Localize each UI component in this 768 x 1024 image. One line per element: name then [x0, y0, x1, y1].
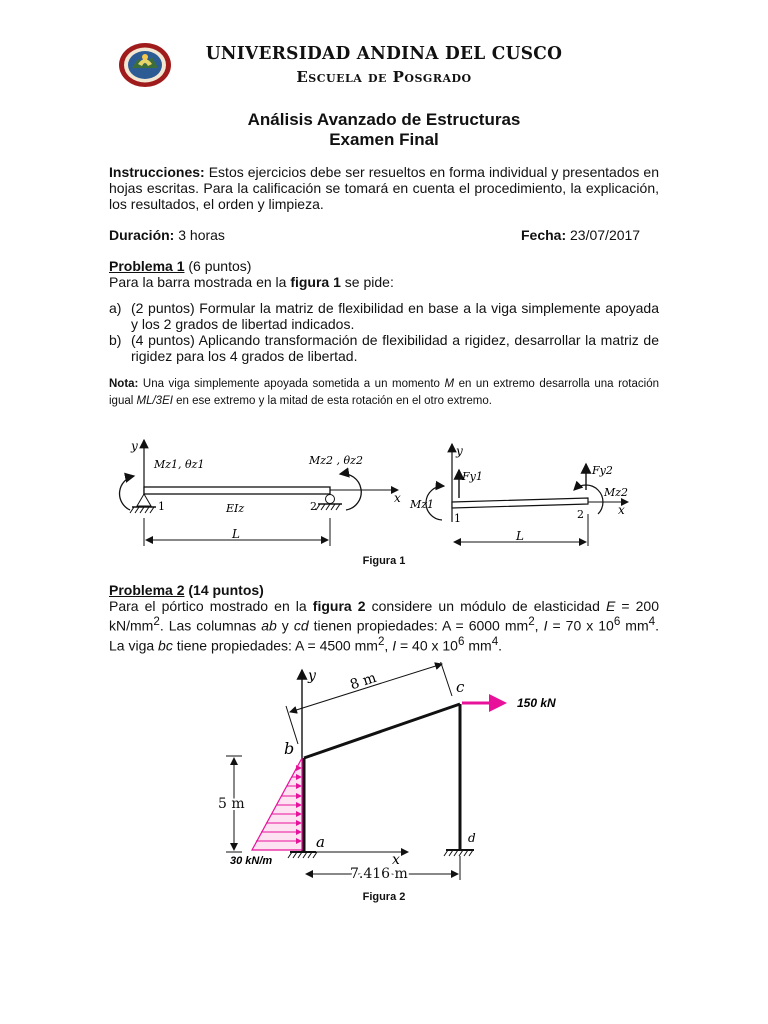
distributed-load-area: [252, 758, 302, 850]
figure-1-caption: Figura 1: [362, 555, 406, 567]
p2-sup: 4: [648, 615, 656, 628]
problem2-points: (14 puntos): [188, 582, 264, 598]
p2-sup: 2: [153, 615, 160, 628]
force-2-label: Fy2: [592, 464, 613, 477]
roller-support: [326, 495, 335, 504]
note-formula: ML/3EI: [136, 395, 173, 407]
item-marker: a): [109, 300, 122, 316]
note-label: Nota:: [109, 378, 139, 390]
moment-4-label: Mz2: [604, 486, 629, 499]
date-value: 23/07/2017: [570, 227, 641, 243]
height-label: 5 m: [218, 796, 245, 812]
node-d-label: d: [468, 831, 476, 845]
point-load-label: 150 kN: [517, 696, 556, 710]
p2-sup: 6: [613, 615, 621, 628]
length-label-2: L: [516, 529, 524, 543]
p2-text: .: [498, 637, 503, 654]
node-c-label: c: [456, 678, 465, 696]
p2-sup: 2: [377, 634, 385, 648]
p2-member-bc: bc: [158, 637, 173, 654]
ground-hatch-1: [130, 507, 154, 513]
note-text: en un extremo desarrolla una rotación igual: [109, 378, 659, 407]
p2-sup: 4: [491, 634, 499, 648]
problem1-points: (6 puntos): [188, 258, 252, 274]
figure-2-caption: Figura 2: [362, 891, 406, 903]
p2-text: Para el pórtico mostrado en la: [109, 598, 313, 614]
beam-2: [452, 498, 588, 508]
moment-3-label: Mz1: [410, 498, 435, 511]
note-text: Una viga simplemente apoyada sometida a un momento: [138, 378, 445, 390]
dim-tick-c: [440, 662, 452, 696]
p2-sup: 2: [528, 615, 535, 628]
y-axis-2-label: y: [456, 444, 463, 458]
p2-text: mm: [620, 617, 649, 634]
span-label: 7.416 m: [350, 866, 408, 882]
problem1-item-a: [109, 300, 659, 332]
p2-text: = 200 kN/mm: [109, 598, 659, 634]
node-1-label: 1: [158, 500, 165, 513]
instructions: [109, 164, 659, 212]
p2-text: ,: [534, 617, 544, 634]
x-axis-label: x: [394, 491, 401, 505]
beam-length-label: 8 m: [348, 669, 379, 694]
problem2-text: [109, 598, 659, 653]
figure-1-diagram: [104, 434, 654, 554]
problem1-title: Problema 1: [109, 258, 185, 274]
ground-hatch-2: [316, 504, 340, 510]
y-axis-label: y: [131, 439, 138, 453]
p2-text: = 40 x 10: [396, 637, 458, 654]
document-title: [0, 110, 768, 150]
problem2: [109, 582, 659, 653]
p2-text: . Las columnas: [159, 617, 262, 634]
p2-text: mm: [464, 637, 492, 654]
beam-bc: [304, 704, 460, 758]
p2-text: tiene propiedades: A = 4500 mm: [172, 637, 378, 654]
problem1-item-b: [109, 332, 659, 364]
duration-value: 3 horas: [178, 227, 225, 243]
length-label: L: [232, 527, 240, 541]
university-name: UNIVERSIDAD ANDINA DEL CUSCO: [205, 43, 563, 65]
p2-symbol-I: I: [392, 637, 397, 654]
p2-figref: figura 2: [312, 598, 366, 614]
problem1-intro-text: Para la barra mostrada en la: [109, 274, 291, 290]
problem2-heading: [109, 582, 659, 598]
date-row: [521, 227, 640, 243]
p2-symbol-I: I: [543, 617, 548, 634]
problem1-heading: [109, 258, 659, 274]
problem2-title: Problema 2: [109, 582, 185, 598]
item-text: (4 puntos) Aplicando transformación de flexibilidad a rigidez, desarrollar la matriz de rigidez para los 4 grados de libertad.: [131, 332, 659, 364]
node-1b-label: 1: [454, 512, 461, 525]
exam-title: Examen Final: [329, 130, 439, 149]
problem1-intro-end: se pide:: [340, 274, 394, 290]
problem1-intro: [109, 274, 659, 290]
duration-label: Duración:: [109, 227, 175, 243]
instructions-label: Instrucciones:: [109, 164, 205, 180]
date-label: Fecha:: [521, 227, 567, 243]
node-2b-label: 2: [577, 508, 584, 521]
p2-sup: 6: [457, 634, 465, 648]
p2-text: considere un módulo de elasticidad: [365, 598, 606, 614]
moment-1-arrow: [120, 476, 134, 510]
note-text: en ese extremo y la mitad de esta rotación en el otro extremo.: [172, 395, 492, 407]
p2-member-cd: cd: [293, 617, 309, 634]
course-title: Análisis Avanzado de Estructuras: [247, 110, 521, 129]
node-2-label: 2: [310, 500, 317, 513]
p2-member-ab: ab: [261, 617, 277, 634]
distributed-load-label: 30 kN/m: [230, 855, 273, 867]
problem1-intro-figref: figura 1: [290, 274, 341, 290]
p2-text: y: [276, 617, 294, 634]
stiffness-label: EIz: [226, 502, 245, 515]
instructions-text: Estos ejercicios debe ser resueltos en forma individual y presentados en hojas escritas. Para la calificación se tomará en cuenta el procedimiento, la explicación, los resultados, el orden y limpieza.: [109, 164, 659, 212]
pin-support: [137, 494, 151, 506]
force-1-label: Fy1: [462, 470, 483, 483]
moment-2-label: Mz2 , θz2: [309, 454, 363, 467]
item-marker: b): [109, 332, 122, 348]
node-a-label: a: [316, 833, 325, 851]
p2-text: tienen propiedades: A = 6000 mm: [308, 617, 529, 634]
problem1-note: [109, 376, 659, 410]
moment-1-label: Mz1, θz1: [154, 458, 205, 471]
p2-symbol-E: E: [605, 598, 616, 614]
p2-text: ,: [384, 637, 393, 654]
x-axis-2-label: x: [618, 503, 625, 517]
node-b-label: b: [284, 739, 295, 758]
figure-2-diagram: [212, 662, 592, 886]
p2-text: . La viga: [109, 617, 660, 654]
problem1: [109, 258, 659, 410]
beam-1: [144, 487, 330, 494]
x-axis-label: x: [392, 852, 400, 868]
note-symbol: M: [444, 378, 455, 390]
p2-text: = 70 x 10: [547, 617, 614, 634]
moment-2-arrow: [340, 474, 361, 510]
school-name: Escuela de Posgrado: [296, 68, 472, 86]
y-axis-label: y: [308, 668, 316, 684]
item-text: (2 puntos) Formular la matriz de flexibilidad en base a la viga simplemente apoyada y los 2 grados de libertad indicados.: [131, 300, 659, 332]
